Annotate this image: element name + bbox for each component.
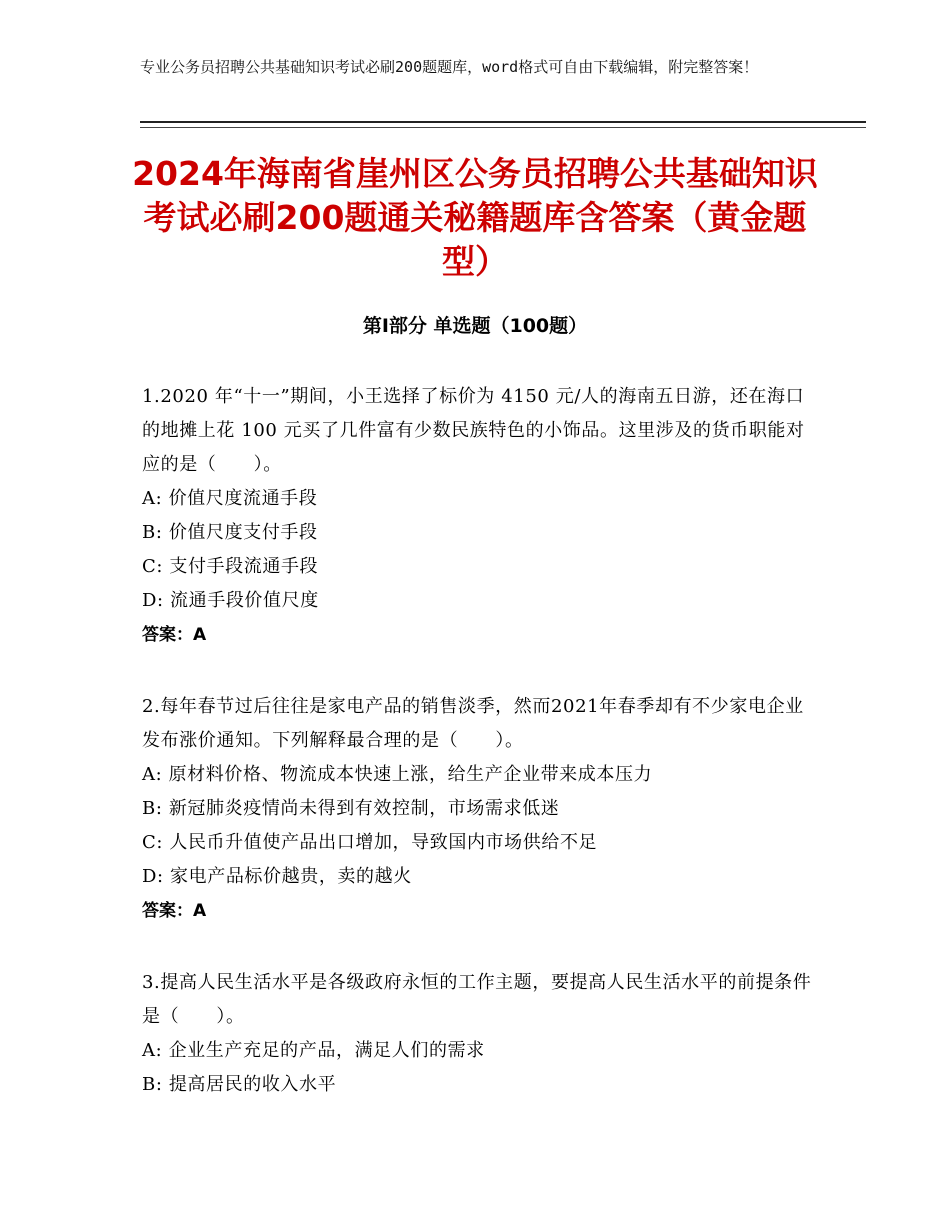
option-a: A: 价值尺度流通手段 bbox=[142, 488, 318, 509]
option-b: B: 价值尺度支付手段 bbox=[142, 522, 318, 543]
option-a: A: 企业生产充足的产品，满足人们的需求 bbox=[142, 1040, 485, 1061]
option-a: A: 原材料价格、物流成本快速上涨，给生产企业带来成本压力 bbox=[142, 764, 653, 785]
question-2 bbox=[142, 690, 812, 928]
header-divider bbox=[140, 121, 866, 123]
question-stem: 2.每年春节过后往往是家电产品的销售淡季，然而2021年春季却有不少家电企业发布涨价通知。下列解释最合理的是（ ）。 bbox=[142, 696, 804, 751]
section-title: 第Ⅰ部分 单选题（100题） bbox=[362, 315, 588, 337]
question-3 bbox=[142, 966, 812, 1102]
answer-label: 答案：A bbox=[142, 625, 207, 645]
header-note: 专业公务员招聘公共基础知识考试必刷200题题库，word格式可自由下载编辑，附完整答案！ bbox=[140, 58, 759, 76]
option-d: D: 家电产品标价越贵，卖的越火 bbox=[142, 866, 412, 887]
option-b: B: 提高居民的收入水平 bbox=[142, 1074, 337, 1095]
question-list bbox=[142, 380, 812, 1140]
option-d: D: 流通手段价值尺度 bbox=[142, 590, 319, 611]
option-c: C: 人民币升值使产品出口增加，导致国内市场供给不足 bbox=[142, 832, 598, 853]
question-stem: 1.2020 年“十一”期间，小王选择了标价为 4150 元/人的海南五日游，还在海口的地摊上花 100 元买了几件富有少数民族特色的小饰品。这里涉及的货币职能对应的是（ ）。 bbox=[142, 386, 805, 475]
option-b: B: 新冠肺炎疫情尚未得到有效控制，市场需求低迷 bbox=[142, 798, 560, 819]
header-divider-thin bbox=[140, 127, 866, 128]
question-stem: 3.提高人民生活水平是各级政府永恒的工作主题，要提高人民生活水平的前提条件是（ ）。 bbox=[142, 972, 812, 1027]
option-c: C: 支付手段流通手段 bbox=[142, 556, 319, 577]
answer-label: 答案：A bbox=[142, 901, 207, 921]
question-1 bbox=[142, 380, 812, 652]
document-title: 2024年海南省崖州区公务员招聘公共基础知识考试必刷200题通关秘籍题库含答案（黄金题型） bbox=[132, 154, 818, 281]
